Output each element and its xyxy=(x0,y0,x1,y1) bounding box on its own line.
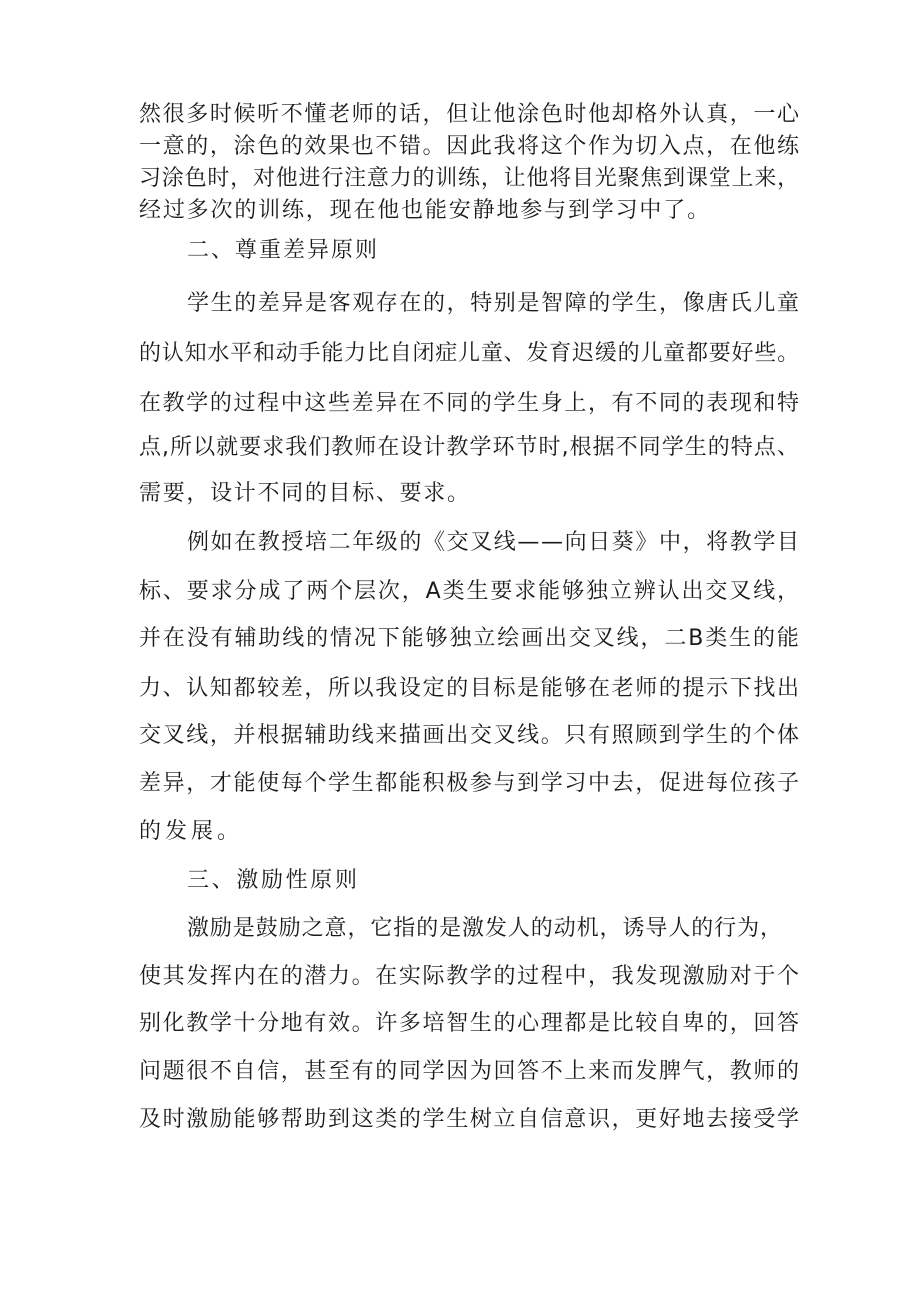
body-text-line: 交叉线，并根据辅助线来描画出交叉线。只有照顾到学生的个体 xyxy=(139,723,801,748)
body-text-line: 标、要求分成了两个层次，A类生要求能够独立辨认出交叉线， xyxy=(139,579,801,604)
body-text-line: 一意的，涂色的效果也不错。因此我将这个作为切入点，在他练 xyxy=(139,134,801,159)
body-text-line: 经过多次的训练，现在他也能安静地参与到学习中了。 xyxy=(139,198,711,223)
body-text-line: 使其发挥内在的潜力。在实际教学的过程中，我发现激励对于个 xyxy=(139,964,801,989)
section-heading: 三、激励性原则 xyxy=(187,868,360,893)
body-text-line: 然很多时候听不懂老师的话，但让他涂色时他却格外认真，一心 xyxy=(139,102,801,127)
body-text-line: 的认知水平和动手能力比自闭症儿童、发育迟缓的儿童都要好些。 xyxy=(139,341,800,366)
body-text-line: 在教学的过程中这些差异在不同的学生身上，有不同的表现和特 xyxy=(139,391,801,416)
body-text-line: 点,所以就要求我们教师在设计教学环节时,根据不同学生的特点、 xyxy=(139,435,800,460)
body-text-line: 习涂色时，对他进行注意力的训练，让他将目光聚焦到课堂上来， xyxy=(139,166,800,191)
body-text-line: 学生的差异是客观存在的，特别是智障的学生，像唐氏儿童 xyxy=(187,291,801,316)
body-text-line: 激励是鼓励之意，它指的是激发人的动机，诱导人的行为， xyxy=(187,916,783,941)
body-text-line: 并在没有辅助线的情况下能够独立绘画出交叉线，二B类生的能 xyxy=(139,626,801,651)
section-heading: 二、尊重差异原则 xyxy=(187,238,380,263)
body-text-line: 别化教学十分地有效。许多培智生的心理都是比较自卑的，回答 xyxy=(139,1011,801,1036)
body-text-line: 的发展。 xyxy=(139,819,243,844)
body-text-line: 及时激励能够帮助到这类的学生树立自信意识，更好地去接受学 xyxy=(139,1107,801,1132)
body-text-line: 例如在教授培二年级的《交叉线——向日葵》中，将教学目 xyxy=(187,530,801,555)
body-text-line: 力、认知都较差，所以我设定的目标是能够在老师的提示下找出 xyxy=(139,676,801,701)
body-text-line: 问题很不自信，甚至有的同学因为回答不上来而发脾气，教师的 xyxy=(139,1059,801,1084)
body-text-line: 需要，设计不同的目标、要求。 xyxy=(139,481,471,506)
body-text-line: 差异，才能使每个学生都能积极参与到学习中去，促进每位孩子 xyxy=(139,771,801,796)
